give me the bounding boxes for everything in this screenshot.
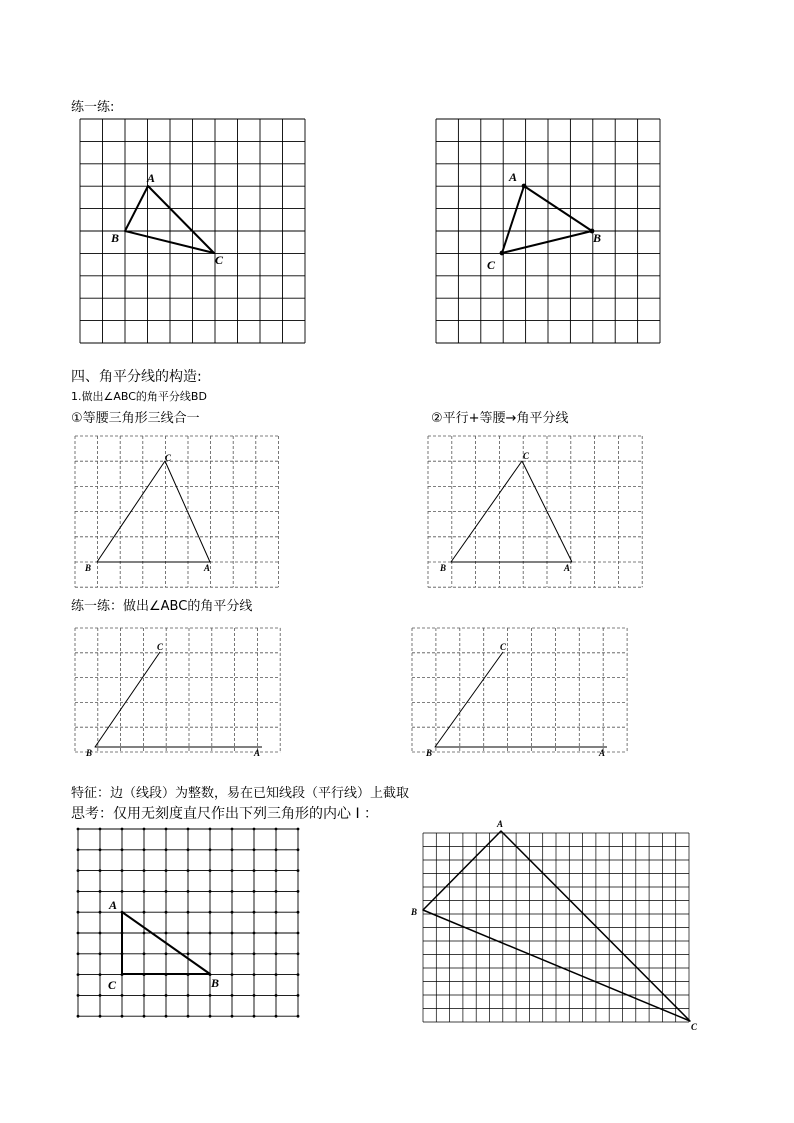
point-label-c: C	[215, 253, 224, 267]
grid-dot	[99, 890, 102, 893]
grid-dot	[297, 932, 300, 935]
label-layer	[84, 170, 698, 1032]
triangle	[97, 461, 210, 562]
grid-dot	[231, 932, 234, 935]
grid-dot	[253, 952, 256, 955]
point-label-a: A	[254, 748, 261, 758]
point-label-c: C	[157, 642, 164, 652]
point-label-a: A	[599, 748, 606, 758]
grid-dot	[297, 952, 300, 955]
grid-dot	[231, 828, 234, 831]
grid-dot	[231, 994, 234, 997]
grid-dot	[77, 952, 80, 955]
grid-dot	[77, 890, 80, 893]
grid-dot	[187, 932, 190, 935]
practice-heading: 练一练:	[71, 100, 115, 115]
grid-dot	[77, 973, 80, 976]
grid-dot	[275, 973, 278, 976]
grid-dot	[209, 1015, 212, 1018]
grid-dot	[165, 848, 168, 851]
grid-dot	[275, 1015, 278, 1018]
grid-dot	[77, 994, 80, 997]
grid-dot	[77, 911, 80, 914]
grid-dot	[187, 911, 190, 914]
task-1-text: 1.做出∠ABC的角平分线BD	[71, 390, 207, 403]
point-label-b: B	[86, 748, 93, 758]
grid-dot	[253, 973, 256, 976]
point-label-b: B	[426, 748, 433, 758]
grid-dot	[99, 952, 102, 955]
point-label-c: C	[523, 451, 530, 461]
point-label-b: B	[593, 231, 602, 245]
method-1-text: ①等腰三角形三线合一	[71, 411, 200, 426]
grid-dot	[143, 828, 146, 831]
grid-dot	[99, 848, 102, 851]
grid-dot	[77, 1015, 80, 1018]
grid-dot	[187, 869, 190, 872]
grid-dot	[99, 869, 102, 872]
vertex-point	[500, 251, 505, 256]
grid-dot	[165, 890, 168, 893]
grid-dot	[275, 911, 278, 914]
grid-dot	[275, 890, 278, 893]
grid-dot	[99, 828, 102, 831]
grid-dot	[165, 932, 168, 935]
grid-dot	[297, 994, 300, 997]
grid-dot	[231, 952, 234, 955]
grid-dot	[231, 869, 234, 872]
triangle	[502, 186, 592, 253]
feature-text: 特征：边（线段）为整数，易在已知线段（平行线）上截取	[71, 786, 410, 801]
grid-dot	[253, 1015, 256, 1018]
triangle	[125, 186, 214, 253]
grid-dot	[231, 973, 234, 976]
grid-dot	[143, 911, 146, 914]
grid-dot	[209, 828, 212, 831]
grid-dot	[209, 994, 212, 997]
point-label-b: B	[85, 563, 92, 573]
point-label-b: B	[411, 907, 418, 917]
grid-dot	[297, 890, 300, 893]
grid-dot	[209, 911, 212, 914]
grid-dot	[143, 994, 146, 997]
point-label-c: C	[487, 258, 496, 272]
section-heading: 四、角平分线的构造:	[71, 369, 202, 385]
grid-dot	[121, 1015, 124, 1018]
grid-dot	[121, 848, 124, 851]
grid-dot	[209, 932, 212, 935]
point-label-c: C	[500, 642, 507, 652]
grid-dot	[231, 911, 234, 914]
grid-dot	[77, 848, 80, 851]
grid-dot	[143, 848, 146, 851]
grid-dot	[297, 828, 300, 831]
point-label-c: C	[108, 978, 117, 992]
grid-dot	[165, 869, 168, 872]
grid-dot	[187, 994, 190, 997]
grid-dot	[165, 1015, 168, 1018]
grid-dot	[187, 848, 190, 851]
angle	[435, 652, 607, 747]
grid-dot	[165, 994, 168, 997]
shape-layer	[95, 184, 690, 1021]
grid-dot	[297, 911, 300, 914]
grid-dot	[231, 890, 234, 893]
grid-dot	[165, 952, 168, 955]
method-2-text: ②平行+等腰→角平分线	[431, 411, 569, 426]
point-label-a: A	[564, 563, 571, 573]
grid-dot	[165, 828, 168, 831]
grid-dot	[77, 828, 80, 831]
think-text: 思考：仅用无刻度直尺作出下列三角形的内心 I ：	[71, 806, 379, 822]
grid-dot	[275, 869, 278, 872]
grid-dot	[253, 869, 256, 872]
point-label-a: A	[204, 563, 211, 573]
grid-dot	[253, 828, 256, 831]
point-label-c: C	[165, 453, 172, 463]
grid-dot	[99, 911, 102, 914]
grid-dot	[275, 828, 278, 831]
grid-dot	[99, 932, 102, 935]
point-label-c: C	[691, 1022, 698, 1032]
grid-dot	[297, 848, 300, 851]
grid-dot	[209, 848, 212, 851]
grid-dot	[165, 911, 168, 914]
grid-dot	[143, 952, 146, 955]
grid-dot	[77, 932, 80, 935]
point-label-b: B	[111, 231, 120, 245]
grid-dot	[253, 932, 256, 935]
grid-dot	[121, 890, 124, 893]
point-label-a: A	[497, 819, 504, 829]
grid-dot	[143, 890, 146, 893]
grid-dot	[121, 869, 124, 872]
grid-dot	[143, 932, 146, 935]
grid-dot	[209, 952, 212, 955]
grid-dot	[99, 973, 102, 976]
grid-dot	[297, 1015, 300, 1018]
grid-dot	[275, 932, 278, 935]
grid-dot	[121, 994, 124, 997]
grid-dot	[121, 828, 124, 831]
grid-layer	[75, 119, 689, 1022]
grid-dot	[275, 994, 278, 997]
point-label-a: A	[509, 170, 518, 184]
grid-dot	[77, 869, 80, 872]
practice-2-text: 练一练：做出∠ABC的角平分线	[71, 599, 253, 614]
grid-dot	[143, 1015, 146, 1018]
point-label-a: A	[147, 171, 156, 185]
grid-dot	[297, 973, 300, 976]
grid-dot	[275, 952, 278, 955]
vertex-point	[522, 184, 527, 189]
point-label-b: B	[211, 976, 220, 990]
point-label-a: A	[109, 898, 118, 912]
grid-dot	[253, 848, 256, 851]
grid-dot	[253, 994, 256, 997]
grid-dot	[99, 994, 102, 997]
grid-dot	[231, 1015, 234, 1018]
grid-dot	[187, 1015, 190, 1018]
grid-dot	[231, 848, 234, 851]
grid-dot	[187, 890, 190, 893]
angle	[95, 652, 262, 747]
grid-dot	[99, 1015, 102, 1018]
grid-dot	[187, 828, 190, 831]
grid-dot	[209, 890, 212, 893]
grid-dot	[275, 848, 278, 851]
grid-dot	[143, 869, 146, 872]
grid-dot	[253, 890, 256, 893]
grid-dot	[209, 869, 212, 872]
grid-dot	[297, 869, 300, 872]
grid-dot	[187, 952, 190, 955]
point-label-b: B	[440, 563, 447, 573]
grid-dot	[253, 911, 256, 914]
